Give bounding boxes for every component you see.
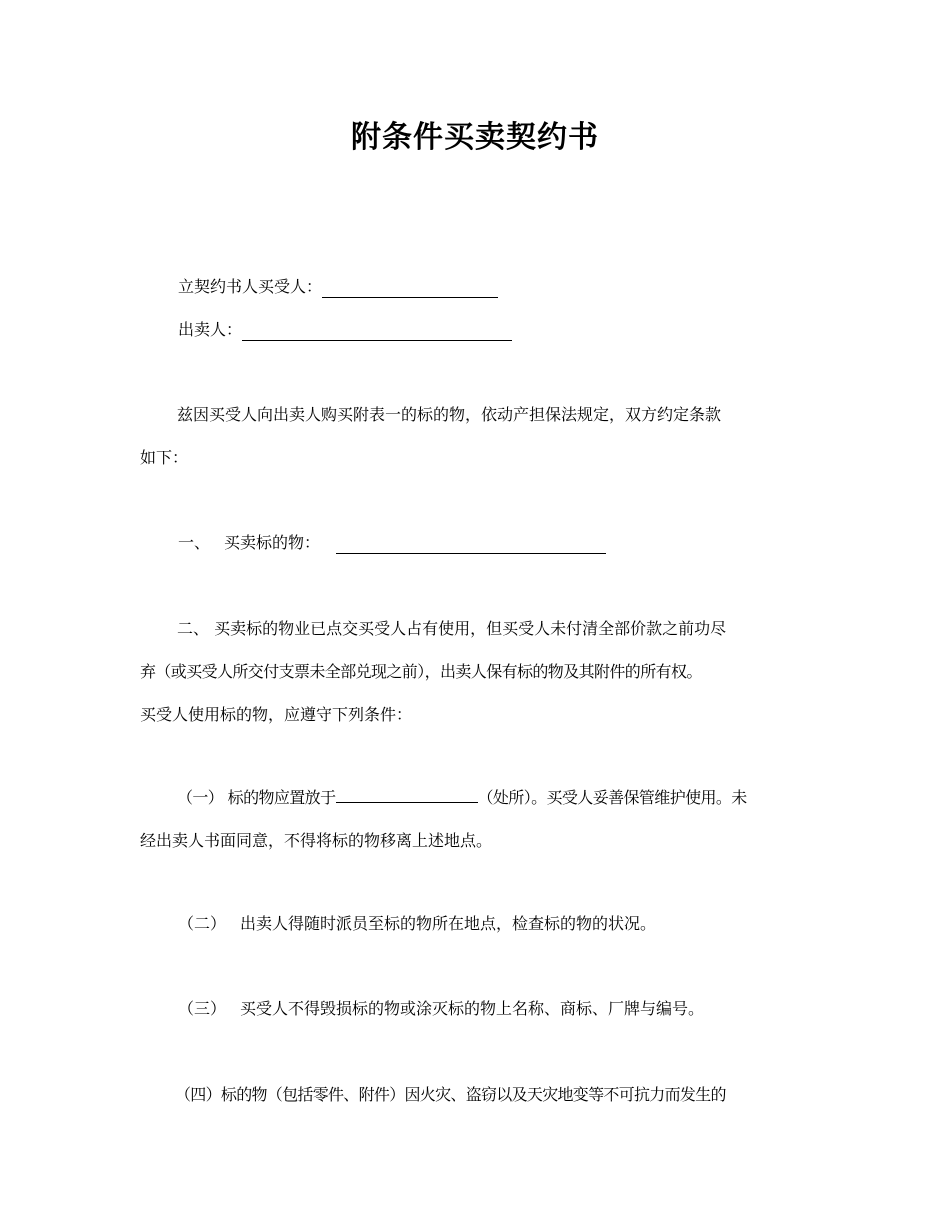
- preamble-line-1: 兹因买受人向出卖人购买附表一的标的物，依动产担保法规定，双方约定条款: [177, 405, 722, 424]
- condition-4-line: （四）标的物（包括零件、附件）因火灾、盗窃以及天灾地变等不可抗力而发生的: [175, 1085, 726, 1104]
- page-title: 附条件买卖契约书: [351, 120, 599, 155]
- buyer-line: [178, 276, 850, 298]
- buyer-label: 立契约书人买受人：: [178, 277, 323, 296]
- condition-2-line: [178, 913, 850, 935]
- item-1-blank[interactable]: [336, 535, 606, 554]
- item-1-line: [178, 532, 850, 554]
- buyer-blank[interactable]: [322, 279, 498, 298]
- condition-3-number: （三）: [178, 999, 227, 1018]
- seller-line: [178, 319, 850, 341]
- item-1-number: 一、: [178, 533, 211, 552]
- condition-1-line-1: [140, 776, 812, 819]
- condition-3-line: [178, 998, 850, 1020]
- preamble-line-2: 如下：: [140, 448, 189, 467]
- condition-2-number: （二）: [178, 914, 227, 933]
- condition-3-text: 买受人不得毁损标的物或涂灭标的物上名称、商标、厂牌与编号。: [240, 999, 705, 1018]
- condition-1-paragraph: [140, 776, 812, 862]
- condition-1-prefix: （一） 标的物应置放于: [177, 788, 336, 807]
- preamble-paragraph: [140, 393, 812, 479]
- condition-2-text: 出卖人得随时派员至标的物所在地点，检查标的物的状况。: [240, 914, 657, 933]
- item-2-paragraph: [140, 607, 812, 736]
- item-2-line-3: 买受人使用标的物，应遵守下列条件：: [140, 705, 413, 724]
- item-2-line-2: 弃（或买受人所交付支票未全部兑现之前），出卖人保有标的物及其附件的所有权。: [140, 662, 702, 681]
- condition-1-line-2: 经出卖人书面同意，不得将标的物移离上述地点。: [140, 831, 493, 850]
- condition-1-suffix: （处所）。买受人妥善保管维护使用。未: [477, 788, 747, 807]
- item-1-label: 买卖标的物：: [224, 533, 321, 552]
- condition-1-location-blank[interactable]: [336, 788, 478, 803]
- item-2-line-1: 二、 买卖标的物业已点交买受人占有使用，但买受人未付清全部价款之前功尽: [177, 619, 727, 638]
- seller-label: 出卖人：: [178, 320, 243, 339]
- seller-blank[interactable]: [242, 322, 512, 341]
